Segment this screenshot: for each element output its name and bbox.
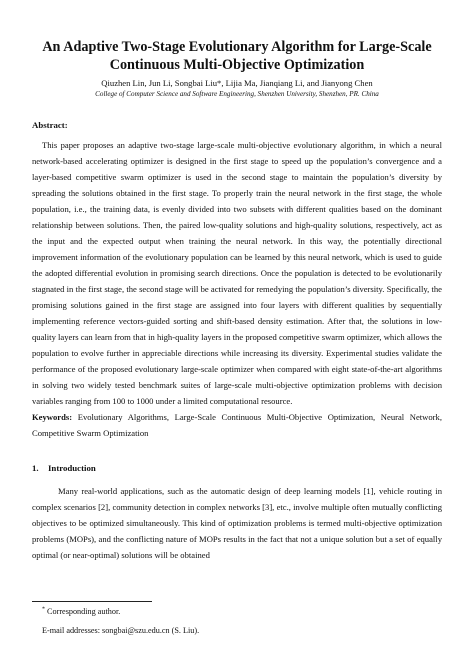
section-number: 1. (32, 463, 39, 473)
footnote-divider (32, 601, 152, 602)
keywords-line (32, 409, 442, 441)
introduction-paragraph: Many real-world applications, such as the automatic design of deep learning models [1], vehicle routing in complex scenarios [2], community detection in complex networks [3], etc., involve multiple often mutually conflicting objectives to be optimized simultaneously. This kind of optimization problems is termed multi-objective optimization problems (MOPs), and the conflicting nature of MOPs results in the fact that not a unique solution but a set of equally optimal (or near-optimal) solutions will be obtained (32, 486, 442, 560)
footnote-email: E-mail addresses: songbai@szu.edu.cn (S. Liu). (42, 626, 200, 635)
footnote-corresponding-author (42, 607, 120, 617)
author-list: Qiuzhen Lin, Jun Li, Songbai Liu*, Lijia Ma, Jianqiang Li, and Jianyong Chen (101, 78, 373, 88)
keywords-label: Keywords: (32, 412, 73, 422)
paper-title-line-2: Continuous Multi-Objective Optimization (109, 57, 365, 73)
section-title: Introduction (48, 463, 96, 473)
footnote-corresponding-text: Corresponding author. (47, 607, 121, 616)
keywords-text: Evolutionary Algorithms, Large-Scale Continuous Multi-Objective Optimization, Neural Network, Competitive Swarm Optimization (32, 412, 442, 438)
abstract-heading: Abstract: (32, 120, 68, 130)
paper-title (32, 38, 442, 74)
section-heading-introduction (32, 463, 442, 474)
footnote-marker: * (42, 606, 45, 613)
affiliation: College of Computer Science and Software Engineering, Shenzhen University, Shenzhen, PR. China (95, 90, 379, 98)
abstract-text: This paper proposes an adaptive two-stage large-scale multi-objective evolutionary algorithm, in which a neural network-based accelerating optimizer is designed in the first stage to speed up the population’s convergence and a layer-based competitive swarm optimizer is used in the second stage to maintain the population’s diversity by spreading the solutions obtained in the first stage. To properly train the neural network in the first stage, the whole population, i.e., the training data, is evenly divided into two subsets with different qualities based on the dominant relationship between solutions. Then, the paired low-quality solutions and high-quality solutions, respectively, act as the input and the expected output when training the neural network. In this way, the potentially directional improvement information of the evolutionary population can be learned by this neural network, which is used to guide the adopted differential evolution in promising search directions. Once the population is detected to be evolutionarily stagnated in the first stage, the second stage will be activated for remedying the population’s diversity. Specifically, the promising solutions gained in the first stage are assigned into four layers with different qualities by sequentially implementing reference vectors-guided sorting and shift-based density estimation. After that, the solutions in low-quality layers can learn from that in high-quality layers in the proposed competitive swarm optimizer, which allows the population to evolve further in appreciable directions while increasing its diversity. Experimental studies validate the performance of the proposed evolutionary large-scale optimizer when compared with eight state-of-the-art algorithms in solving two widely tested benchmark suites of large-scale multi-objective optimization problems with decision variables ranging from 100 to 1000 under a limited computational resource. (32, 140, 442, 406)
paper-title-line-1: An Adaptive Two-Stage Evolutionary Algorithm for Large-Scale (42, 39, 432, 55)
